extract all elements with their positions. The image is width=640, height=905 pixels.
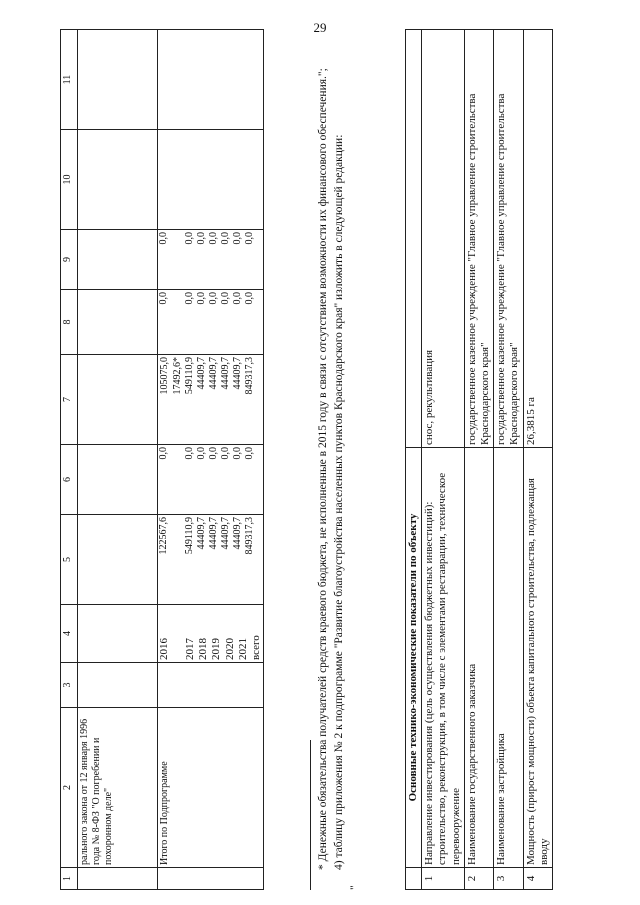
year-cell: 2016 bbox=[158, 638, 170, 660]
value-cell: 0,0 bbox=[244, 232, 255, 245]
value-cell: 0,0 bbox=[232, 292, 243, 305]
indicator-value: 26,3815 га bbox=[523, 30, 552, 448]
indicator-value: снос, рекультивация bbox=[422, 30, 465, 448]
col-num-1: 1 bbox=[61, 868, 78, 890]
table-row: 4 Мощность (прирост мощности) объекта капитального строительства, подлежащая вводу 26,3815 га bbox=[523, 30, 552, 890]
col-num-2: 2 bbox=[61, 708, 78, 868]
indicator-label: Мощность (прирост мощности) объекта капитального строительства, подлежащая вводу bbox=[523, 448, 552, 868]
value-cell: 44409,7 bbox=[232, 357, 243, 390]
table-row: 2 Наименование государственного заказчика государственное казенное учреждение "Главное управление строительства Краснодарского края" bbox=[464, 30, 493, 890]
value-cell: 0,0 bbox=[158, 232, 169, 245]
value-cell: 44409,7 bbox=[220, 357, 231, 390]
value-cell: 105075,0 17492,6* bbox=[159, 357, 183, 395]
col-num-3: 3 bbox=[61, 663, 78, 708]
value-cell: 0,0 bbox=[158, 292, 169, 305]
value-cell: 0,0 bbox=[208, 232, 219, 245]
total-row-label: Итого по Подпрограмме bbox=[158, 708, 264, 868]
value-cell: 0,0 bbox=[232, 232, 243, 245]
value-cell: 0,0 bbox=[244, 292, 255, 305]
col9-values bbox=[158, 230, 256, 289]
col-num-9: 9 bbox=[61, 230, 78, 290]
col-num-11: 11 bbox=[61, 30, 78, 130]
page-number: 29 bbox=[313, 20, 327, 35]
col-num-10: 10 bbox=[61, 130, 78, 230]
value-cell: 0,0 bbox=[158, 447, 169, 460]
value-cell: 44409,7 bbox=[208, 517, 219, 550]
col7-values bbox=[158, 355, 256, 444]
col-num-4: 4 bbox=[61, 605, 78, 663]
footnote-divider bbox=[310, 740, 311, 890]
budget-table bbox=[60, 29, 264, 890]
value-cell: 44409,7 bbox=[196, 357, 207, 390]
indicators-header: Основные технико-экономические показатели по объекту bbox=[406, 448, 422, 868]
value-cell: 0,0 bbox=[184, 447, 195, 460]
value-cell: 0,0 bbox=[220, 232, 231, 245]
value-cell: 0,0 bbox=[208, 292, 219, 305]
value-cell: 549110,9 bbox=[184, 357, 195, 395]
indicator-label: Направление инвестирования (цель осуществления бюджетных инвестиций): строительство, реконструкция, в том числе с элементами реставрации, техническое перевооружение bbox=[422, 448, 465, 868]
quote-mark: " bbox=[348, 885, 361, 890]
value-cell: 122567,6 bbox=[158, 517, 169, 555]
indicator-value: государственное казенное учреждение "Главное управление строительства Краснодарского края" bbox=[464, 30, 493, 448]
indicator-value: государственное казенное учреждение "Главное управление строительства Краснодарского края" bbox=[494, 30, 523, 448]
col5-values bbox=[158, 515, 256, 604]
year-cell: 2021 bbox=[236, 638, 249, 660]
value-cell: 0,0 bbox=[220, 447, 231, 460]
indicator-label: Наименование застройщика bbox=[494, 448, 523, 868]
amendment-text: 4) таблицу приложения № 2 к подпрограмме "Развитие благоустройства населенных пунктов Краснодарского края" изложить в следующей редакции: bbox=[332, 134, 345, 870]
value-cell: 0,0 bbox=[184, 232, 195, 245]
prev-row-text: рального закона от 12 января 1996 года № 8-ФЗ "О погребении и похоронном деле" bbox=[78, 708, 158, 868]
year-cell: 2018 bbox=[197, 638, 210, 660]
value-cell: 849317,3 bbox=[244, 357, 255, 395]
value-cell: 0,0 bbox=[220, 292, 231, 305]
col-num-6: 6 bbox=[61, 445, 78, 515]
value-cell: 44409,7 bbox=[232, 517, 243, 550]
indicator-label: Наименование государственного заказчика bbox=[464, 448, 493, 868]
value-cell: 849317,3 bbox=[244, 517, 255, 555]
value-cell: 0,0 bbox=[232, 447, 243, 460]
year-list bbox=[158, 605, 263, 662]
year-cell: всего bbox=[249, 635, 262, 660]
footnotes-block bbox=[310, 30, 364, 890]
col-num-7: 7 bbox=[61, 355, 78, 445]
footnote-text: * Денежные обязательства получателей средств краевого бюджета, не исполненные в 2015 году в связи с отсутствием возможности их финансового обеспечения."; bbox=[317, 68, 329, 870]
value-cell: 44409,7 bbox=[208, 357, 219, 390]
value-cell: 0,0 bbox=[196, 292, 207, 305]
column-number-row bbox=[61, 30, 78, 890]
value-cell: 44409,7 bbox=[196, 517, 207, 550]
year-cell: 2020 bbox=[223, 638, 236, 660]
col-num-8: 8 bbox=[61, 290, 78, 355]
table-row: 3 Наименование застройщика государственное казенное учреждение "Главное управление строительства Краснодарского края" bbox=[494, 30, 523, 890]
year-cell: 2019 bbox=[210, 638, 223, 660]
rotated-page-content bbox=[60, 30, 620, 890]
value-cell: 549110,9 bbox=[184, 517, 195, 555]
table-row bbox=[78, 30, 158, 890]
col6-values bbox=[158, 445, 256, 514]
value-cell: 0,0 bbox=[196, 447, 207, 460]
value-cell: 0,0 bbox=[184, 292, 195, 305]
year-cell: 2017 bbox=[184, 638, 196, 660]
col8-values bbox=[158, 290, 256, 354]
col-num-5: 5 bbox=[61, 515, 78, 605]
table-row bbox=[158, 30, 264, 890]
value-cell: 0,0 bbox=[196, 232, 207, 245]
value-cell: 0,0 bbox=[208, 447, 219, 460]
indicators-table bbox=[405, 29, 553, 890]
value-cell: 44409,7 bbox=[220, 517, 231, 550]
table-row: 1 Направление инвестирования (цель осуществления бюджетных инвестиций): строительство, реконструкция, в том числе с элементами реставрации, техническое перевооружение снос, рекультивация bbox=[422, 30, 465, 890]
value-cell: 0,0 bbox=[244, 447, 255, 460]
